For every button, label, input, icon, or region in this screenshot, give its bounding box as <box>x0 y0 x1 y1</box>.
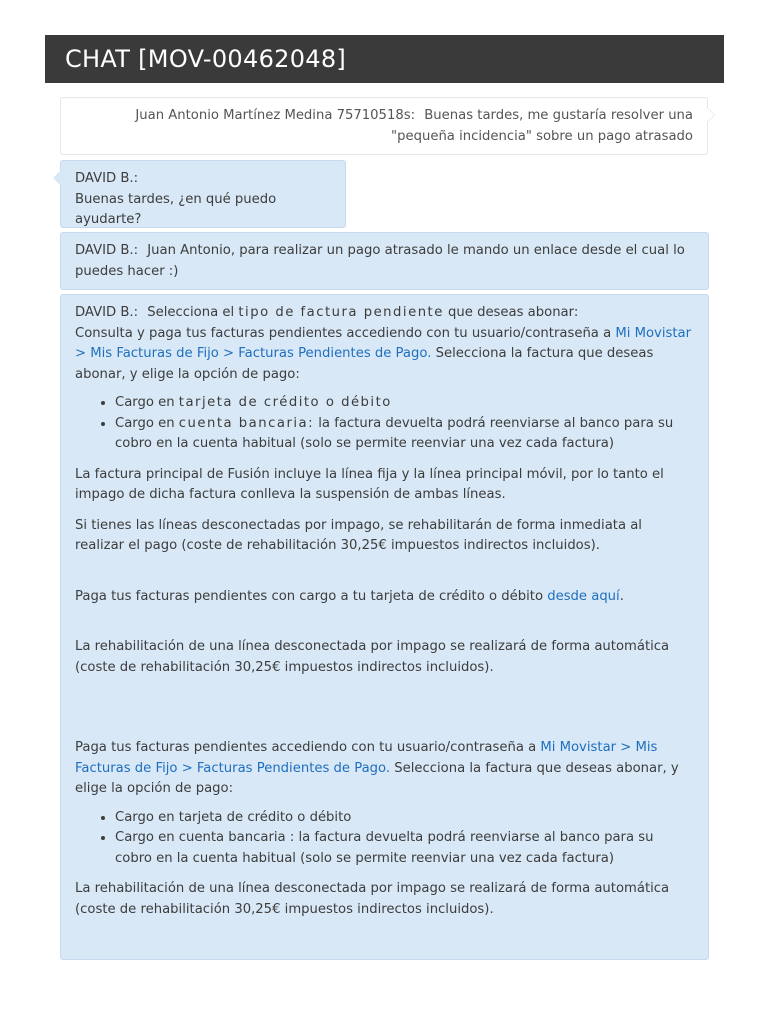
card-pay-text: Paga tus facturas pendientes con cargo a tu tarjeta de crédito o débito <box>75 588 548 604</box>
agent-message-link-offer <box>60 232 709 290</box>
consult-paragraph <box>75 324 694 386</box>
card-pay-paragraph <box>75 587 694 608</box>
payment-option-bank <box>115 414 694 455</box>
intro-text-end: que deseas abonar: <box>443 305 579 320</box>
payment-options-list-2 <box>75 808 694 870</box>
account-pay-end: Selecciona la factura que deseas abonar, y elige la opción de pago: <box>75 760 679 796</box>
mi-movistar-link-2[interactable]: Mi Movistar > Mis Facturas de Fijo > Facturas Pendientes de Pago. <box>75 740 658 776</box>
consult-text: Consulta y paga tus facturas pendientes accediendo con tu usuario/contraseña a <box>75 325 616 341</box>
card-pay-end: . <box>619 588 624 604</box>
auto-rehab-paragraph-2: La rehabilitación de una línea desconectada por impago se realizará de forma automática (coste de rehabilitación 30,25€ impuestos indirectos incluidos). <box>75 881 670 917</box>
option-label: Cargo en <box>115 395 179 410</box>
message-text: Buenas tardes, me gustaría resolver una "pequeña incidencia" sobre un pago atrasado <box>391 108 693 144</box>
chat-title: CHAT [MOV-00462048] <box>65 45 347 73</box>
account-pay-text: Paga tus facturas pendientes accediendo con tu usuario/contraseña a <box>75 740 541 755</box>
option-label: Cargo en cuenta bancaria <box>115 830 290 845</box>
fusion-paragraph: La factura principal de Fusión incluye la línea fija y la línea principal móvil, por lo tanto el impago de dicha factura conlleva la suspensión de ambas líneas. <box>75 466 664 502</box>
auto-rehab-paragraph: La rehabilitación de una línea desconectada por impago se realizará de forma automática (coste de rehabilitación 30,25€ impuestos indirectos incluidos). <box>75 639 670 675</box>
intro-text: Selecciona el <box>147 305 239 320</box>
message-author: Juan Antonio Martínez Medina 75710518s: <box>135 108 416 123</box>
instructions-intro <box>75 303 694 324</box>
option-label: Cargo en <box>115 415 179 431</box>
rehabilitation-paragraph: Si tienes las líneas desconectadas por impago, se rehabilitarán de forma inmediata al realizar el pago (coste de rehabilitación 30,25€ impuestos indirectos incluidos). <box>75 517 642 553</box>
option-detail: la factura devuelta podrá reenviarse al banco para su cobro en la cuenta habitual (solo se permite reenviar una vez cada factura) <box>115 415 674 451</box>
agent-message-greeting <box>60 160 346 228</box>
account-pay-paragraph <box>75 738 694 800</box>
chat-header <box>45 35 724 83</box>
mi-movistar-link[interactable]: Mi Movistar > Mis Facturas de Fijo > Facturas Pendientes de Pago. <box>75 325 692 361</box>
message-author: DAVID B.: <box>75 171 139 186</box>
payment-option-card-2: • Cargo en tarjeta de crédito o débito <box>115 808 694 829</box>
message-text: Juan Antonio, para realizar un pago atrasado le mando un enlace desde el cual lo puedes hacer :) <box>75 243 685 279</box>
message-text: Buenas tardes, ¿en qué puedo ayudarte? <box>75 191 277 227</box>
option-emphasis: cuenta bancaria: <box>178 415 315 431</box>
payment-option-card <box>115 393 694 414</box>
invoice-type-emphasis: tipo de factura pendiente <box>238 305 444 320</box>
option-detail: : la factura devuelta podrá reenviarse al banco para su cobro en la cuenta habitual (solo se permite reenviar una vez cada factura) <box>115 830 654 866</box>
option-emphasis: tarjeta de crédito o débito <box>178 395 392 410</box>
payment-option-bank-2 <box>115 828 694 869</box>
desde-aqui-link[interactable]: desde aquí <box>547 588 620 604</box>
message-author: DAVID B.: <box>75 305 139 320</box>
consult-text-end: Selecciona la factura que deseas abonar, y elige la opción de pago: <box>75 346 654 382</box>
message-author: DAVID B.: <box>75 243 139 258</box>
agent-message-payment-instructions <box>60 294 709 960</box>
customer-message <box>60 97 708 155</box>
payment-options-list <box>75 393 694 455</box>
